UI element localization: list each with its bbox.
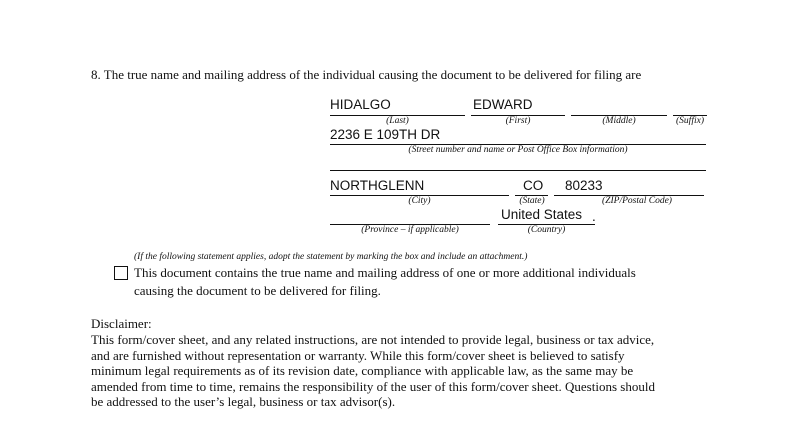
city-caption: (City) [408, 196, 431, 206]
disclaimer-line: minimum legal requirements as of its revision date, compliance with applicable law, as the same may be [91, 363, 634, 379]
state-value: CO [523, 178, 544, 193]
disclaimer-line: amended from time to time, remains the responsibility of the user of this form/cover sheet. Questions should [91, 378, 655, 394]
zip-caption: (ZIP/Postal Code) [602, 196, 672, 206]
first-name-value: EDWARD [473, 97, 533, 112]
checkbox-statement-line2: causing the document to be delivered for filing. [134, 283, 381, 298]
disclaimer-body [91, 332, 655, 410]
street-value: 2236 E 109TH DR [330, 127, 441, 142]
disclaimer-line: This form/cover sheet, and any related instructions, are not intended to provide legal, business or tax advice, [91, 332, 655, 347]
section-8-heading: 8. The true name and mailing address of the individual causing the document to be delivered for filing are [91, 67, 642, 82]
disclaimer-title: Disclaimer: [91, 316, 152, 331]
last-name-caption: (Last) [386, 116, 409, 126]
middle-name-caption: (Middle) [602, 116, 636, 126]
additional-individuals-checkbox[interactable] [114, 266, 128, 280]
state-caption: (State) [519, 196, 545, 206]
province-caption: (Province – if applicable) [361, 225, 459, 235]
first-name-caption: (First) [505, 116, 531, 126]
checkbox-statement-line1: This document contains the true name and mailing address of one or more additional individuals [134, 265, 636, 280]
street-caption: (Street number and name or Post Office Box information) [408, 145, 628, 155]
last-name-value: HIDALGO [330, 97, 391, 112]
attachment-instruction: (If the following statement applies, adopt the statement by marking the box and include an attachment.) [134, 252, 528, 262]
zip-value: 80233 [565, 178, 603, 193]
disclaimer-line: and are furnished without representation or warranty. While this form/cover sheet is believed to satisfy [91, 347, 625, 363]
country-caption: (Country) [527, 225, 566, 235]
disclaimer-line: be addressed to the user’s legal, business or tax advisor(s). [91, 394, 396, 410]
city-value: NORTHGLENN [330, 178, 425, 193]
suffix-caption: (Suffix) [676, 116, 704, 126]
country-value: United States [501, 207, 583, 222]
street-line-2 [330, 170, 706, 171]
country-trailing-dot: . [592, 209, 596, 224]
